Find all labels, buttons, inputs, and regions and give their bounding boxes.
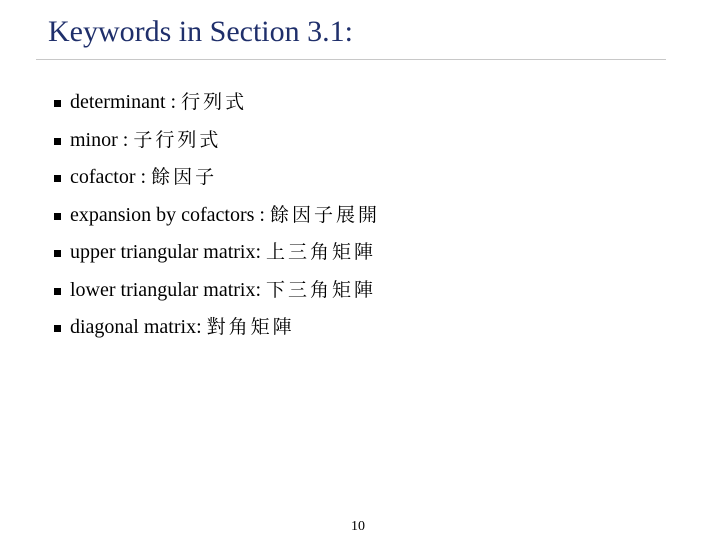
square-bullet-icon — [54, 250, 61, 257]
keyword-translation: 餘因子 — [151, 166, 218, 188]
keyword-translation: 子行列式 — [133, 128, 222, 151]
keyword-term: lower triangular matrix: — [70, 278, 267, 301]
keyword-translation: 下三角矩陣 — [266, 278, 377, 301]
list-item — [48, 309, 380, 347]
list-item — [48, 272, 380, 310]
keyword-term: diagonal matrix: — [70, 316, 207, 338]
slide-title: Keywords in Section 3.1: — [48, 15, 353, 48]
list-item — [48, 122, 380, 160]
square-bullet-icon — [54, 213, 61, 220]
keyword-term: cofactor : — [70, 166, 152, 188]
square-bullet-icon — [54, 325, 61, 332]
keyword-term: expansion by cofactors : — [70, 203, 270, 226]
list-item — [48, 197, 380, 235]
keyword-term: minor : — [70, 128, 134, 151]
keyword-translation: 行列式 — [181, 91, 248, 113]
keyword-list — [48, 84, 380, 347]
keyword-translation: 餘因子展開 — [269, 203, 380, 226]
keyword-term: determinant : — [70, 91, 182, 113]
keyword-term: upper triangular matrix: — [70, 241, 267, 263]
list-item — [48, 234, 380, 272]
keyword-translation: 對角矩陣 — [206, 316, 295, 338]
keyword-translation: 上三角矩陣 — [266, 241, 377, 263]
title-divider — [36, 59, 666, 60]
page-number: 10 — [351, 519, 365, 534]
square-bullet-icon — [54, 288, 61, 295]
list-item — [48, 159, 380, 197]
square-bullet-icon — [54, 100, 61, 107]
list-item — [48, 84, 380, 122]
square-bullet-icon — [54, 175, 61, 182]
square-bullet-icon — [54, 138, 61, 145]
